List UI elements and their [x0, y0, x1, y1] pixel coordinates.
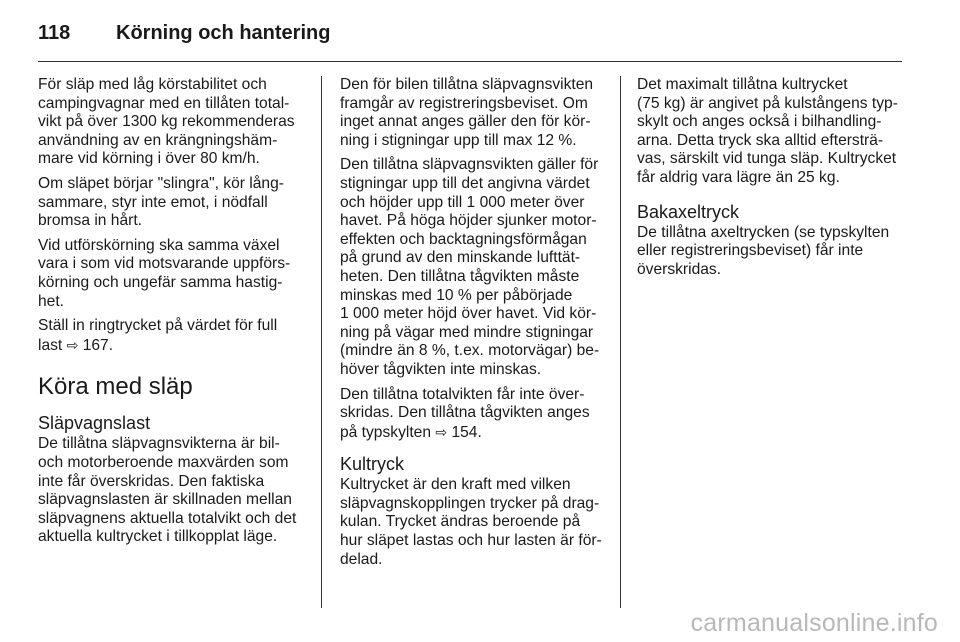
text-line: släpvagnslasten är skillnaden mellan — [38, 491, 292, 509]
paragraph-tyre-pressure — [38, 317, 310, 355]
text-line: inte får överskridas. Den faktiska — [38, 472, 265, 490]
paragraph-ball-pressure — [340, 476, 604, 569]
page-reference[interactable]: 167. — [82, 336, 114, 354]
paragraph-trailer-load — [38, 435, 310, 547]
column-2 — [340, 76, 604, 575]
paragraph-axle-pressure — [637, 224, 905, 280]
page-reference-arrow-icon: ⇨ — [435, 423, 448, 440]
text-line: Kultrycket är den kraft med vilken — [340, 476, 571, 494]
text-line: ning på vägar med mindre stigningar — [340, 323, 594, 341]
text-line: släpvagnskopplingen trycker på drag- — [340, 494, 600, 512]
column-1 — [38, 76, 310, 553]
text-line: kulan. Trycket ändras beroende på — [340, 513, 581, 531]
text-line: campingvagnar med en tillåten total- — [38, 94, 290, 112]
text-line: (mindre än 8 %, t.ex. motorvägar) be- — [340, 342, 600, 360]
text-line: sammare, styr inte emot, i nödfall — [38, 193, 268, 211]
text-line: Den för bilen tillåtna släpvagnsvikten — [340, 76, 594, 93]
header-rule — [38, 61, 902, 62]
page-number: 118 — [38, 21, 71, 44]
text-line: får aldrig vara lägre än 25 kg. — [637, 168, 840, 186]
text-line: Vid utförskörning ska samma växel — [38, 236, 280, 254]
text-line: arna. Detta tryck ska alltid eftersträ- — [637, 131, 884, 149]
subsection-heading: Bakaxeltryck — [637, 201, 740, 222]
text-line: heten. Den tillåtna tågvikten måste — [340, 267, 580, 285]
text-line: För släp med låg körstabilitet och — [38, 76, 267, 93]
text-line: De tillåtna släpvagnsvikterna är bil- — [38, 435, 280, 453]
text-line: eller registreringsbeviset) får inte — [637, 242, 864, 260]
column-divider-1 — [321, 76, 322, 608]
text-line: och höjder upp till 1 000 meter över — [340, 193, 585, 211]
paragraph-trailer-stability — [38, 76, 310, 169]
text-line: Om släpet börjar "slingra", kör lång- — [38, 174, 284, 192]
text-line: effekten och backtagningsförmågan — [340, 230, 587, 248]
watermark: carmanualsonline.info — [690, 609, 938, 637]
text-line: stigningar upp till det angivna värdet — [340, 174, 590, 192]
text-line: Det maximalt tillåtna kultrycket — [637, 76, 848, 93]
text-line: vas, särskilt vid tunga släp. Kultrycket — [637, 150, 897, 168]
text-line: skridas. Den tillåtna tågvikten anges — [340, 404, 590, 422]
column-divider-2 — [620, 76, 621, 608]
paragraph-total-weight — [340, 386, 604, 443]
text-line: havet. På höga höjder sjunker motor- — [340, 212, 597, 230]
subsection-heading: Släpvagnslast — [38, 413, 151, 434]
column-3 — [637, 76, 905, 285]
paragraph-trailer-sway — [38, 175, 310, 231]
text-line: vikt på över 1300 kg rekommenderas — [38, 113, 295, 131]
text-line: het. — [38, 292, 65, 310]
page-title: Körning och hantering — [116, 21, 331, 44]
text-line: skylt och anges också i bilhandling- — [637, 113, 882, 131]
text-line: på grund av den minskande lufttät- — [340, 249, 581, 267]
page-reference-arrow-icon: ⇨ — [66, 336, 79, 353]
text-line: Den tillåtna totalvikten får inte över- — [340, 385, 585, 403]
text-line: höver tågvikten inte minskas. — [340, 360, 542, 378]
text-fragment: på typskylten — [340, 423, 432, 441]
text-line: Ställ in ringtrycket på värdet för full — [38, 317, 278, 335]
text-line: släpvagnens aktuella totalvikt och det — [38, 509, 297, 527]
text-line: bromsa in hårt. — [38, 212, 143, 230]
text-fragment: last — [38, 336, 63, 354]
text-line: användning av en krängningshäm- — [38, 131, 278, 149]
text-line: framgår av registreringsbeviset. Om — [340, 94, 588, 112]
text-line: 1 000 meter höjd över havet. Vid kör- — [340, 305, 597, 323]
text-line: (75 kg) är angivet på kulstångens typ- — [637, 94, 898, 112]
text-line: inget annat anges gäller den för kör- — [340, 113, 591, 131]
text-line: Den tillåtna släpvagnsvikten gäller för — [340, 156, 599, 174]
text-line — [340, 423, 604, 443]
text-line: överskridas. — [637, 260, 722, 278]
text-line: De tillåtna axeltrycken (se typskylten — [637, 223, 890, 241]
text-line — [38, 336, 310, 356]
paragraph-registration — [340, 76, 604, 150]
paragraph-altitude — [340, 156, 604, 379]
text-line: mare vid körning i över 80 km/h. — [38, 150, 260, 168]
page-reference[interactable]: 154. — [451, 423, 482, 441]
paragraph-downhill — [38, 237, 310, 311]
text-line: aktuella kultrycket i tillkopplat läge. — [38, 528, 278, 546]
page-header — [38, 18, 330, 48]
text-line: ning i stigningar upp till max 12 %. — [340, 131, 577, 149]
text-line: och motorberoende maxvärden som — [38, 453, 289, 471]
text-line: minskas med 10 % per påbörjade — [340, 286, 573, 304]
paragraph-max-ball-pressure — [637, 76, 905, 188]
text-line: körning och ungefär samma hastig- — [38, 273, 283, 291]
text-line: delad. — [340, 550, 383, 568]
text-line: vara i som vid motsvarande uppförs- — [38, 255, 291, 273]
section-heading: Köra med släp — [38, 373, 193, 401]
text-line: hur släpet lastas och hur lasten är för- — [340, 532, 602, 550]
subsection-heading: Kultryck — [340, 454, 405, 475]
